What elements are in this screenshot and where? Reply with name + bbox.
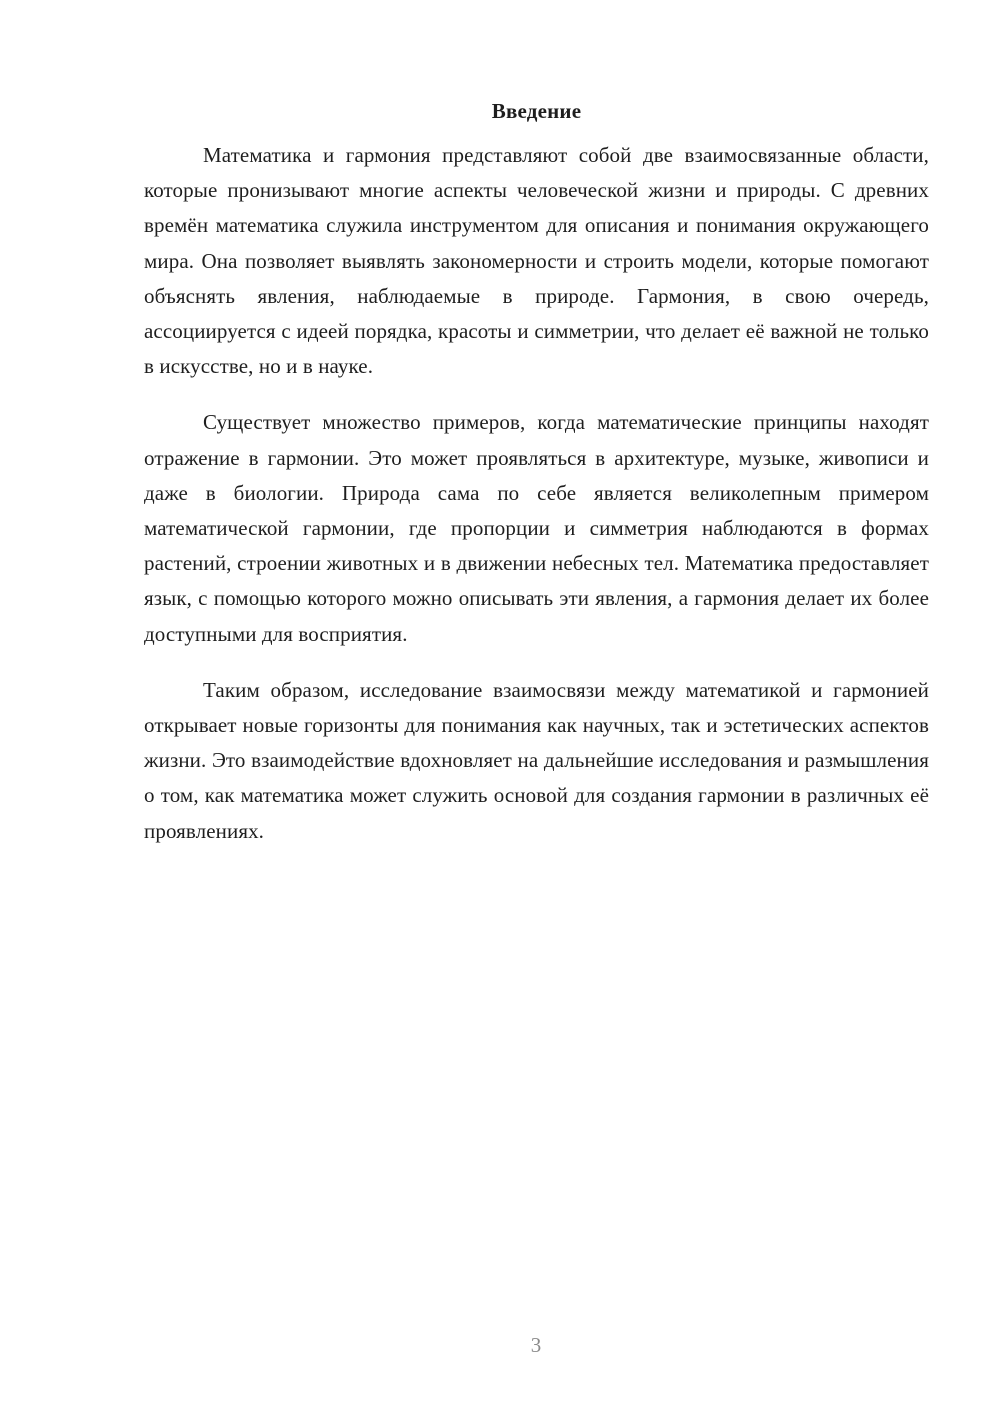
paragraph-2: Существует множество примеров, когда математические принципы находят отражение в гармонии. Это может проявляться в архитектуре, музыке, живописи и даже в биологии. Природа сама по себе является великолепным примером математической гармонии, где пропорции и симметрия наблюдаются в формах растений, строении животных и в движении небесных тел. Математика предоставляет язык, с помощью которого можно описывать эти явления, а гармония делает их более доступными для восприятия.: [144, 410, 929, 646]
section-heading: Введение: [491, 99, 582, 123]
page-content: [144, 96, 929, 870]
paragraph-1: Математика и гармония представляют собой две взаимосвязанные области, которые пронизывают многие аспекты человеческой жизни и природы. С древних времён математика служила инструментом для описания и понимания окружающего мира. Она позволяет выявлять закономерности и строить модели, которые помогают объяснять явления, наблюдаемые в природе. Гармония, в свою очередь, ассоциируется с идеей порядка, красоты и симметрии, что делает её важной не только в искусстве, но и в науке.: [144, 143, 929, 379]
paragraph-3: Таким образом, исследование взаимосвязи между математикой и гармонией открывает новые горизонты для понимания как научных, так и эстетических аспектов жизни. Это взаимодействие вдохновляет на дальнейшие исследования и размышления о том, как математика может служить основой для создания гармонии в различных её проявлениях.: [144, 677, 929, 843]
page-number: 3: [530, 1333, 542, 1357]
